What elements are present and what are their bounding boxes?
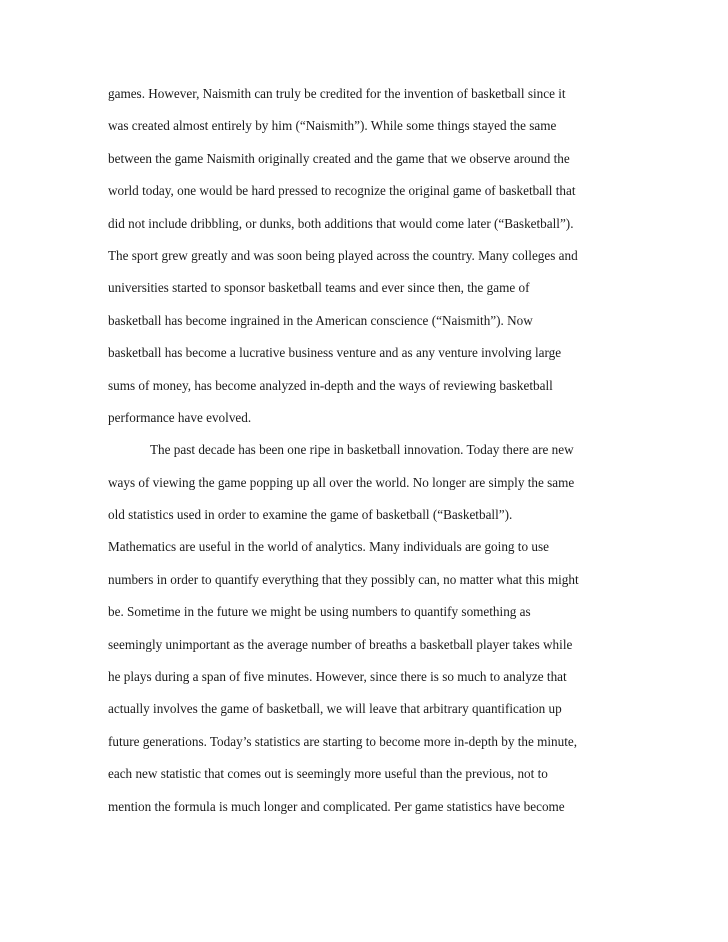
text-line: mention the formula is much longer and complicated. Per game statistics have become [108, 798, 565, 814]
text-line: between the game Naismith originally created and the game that we observe around the [108, 150, 570, 166]
text-line: numbers in order to quantify everything that they possibly can, no matter what this might [108, 571, 579, 587]
text-line: was created almost entirely by him (“Naismith”). While some things stayed the same [108, 118, 557, 134]
text-line: universities started to sponsor basketball teams and ever since then, the game of [108, 280, 530, 296]
text-line: be. Sometime in the future we might be using numbers to quantify something as [108, 604, 531, 620]
text-line: he plays during a span of five minutes. However, since there is so much to analyze that [108, 669, 567, 685]
text-line: games. However, Naismith can truly be credited for the invention of basketball since it [108, 86, 566, 101]
text-line: future generations. Today’s statistics are starting to become more in-depth by the minute, [108, 733, 578, 749]
paragraph-start-line: The past decade has been one ripe in basketball innovation. Today there are new [150, 442, 574, 458]
text-line: sums of money, has become analyzed in-depth and the ways of reviewing basketball [108, 377, 553, 393]
text-line: old statistics used in order to examine the game of basketball (“Basketball”). [108, 507, 513, 523]
text-line: did not include dribbling, or dunks, both additions that would come later (“Basketball”). [108, 215, 574, 231]
text-line: basketball has become ingrained in the American conscience (“Naismith”). Now [108, 312, 533, 328]
text-line: basketball has become a lucrative business venture and as any venture involving large [108, 345, 562, 361]
text-line: ways of viewing the game popping up all over the world. No longer are simply the same [108, 474, 575, 490]
text-line: Mathematics are useful in the world of analytics. Many individuals are going to use [108, 539, 549, 555]
body-text [108, 84, 628, 829]
text-line: actually involves the game of basketball, we will leave that arbitrary quantification up [108, 701, 562, 717]
text-line: The sport grew greatly and was soon being played across the country. Many colleges and [108, 247, 578, 263]
text-line: each new statistic that comes out is seemingly more useful than the previous, not to [108, 766, 548, 782]
text-line: performance have evolved. [108, 409, 252, 425]
text-line: world today, one would be hard pressed to recognize the original game of basketball that [108, 183, 576, 199]
text-line: seemingly unimportant as the average number of breaths a basketball player takes while [108, 636, 573, 652]
